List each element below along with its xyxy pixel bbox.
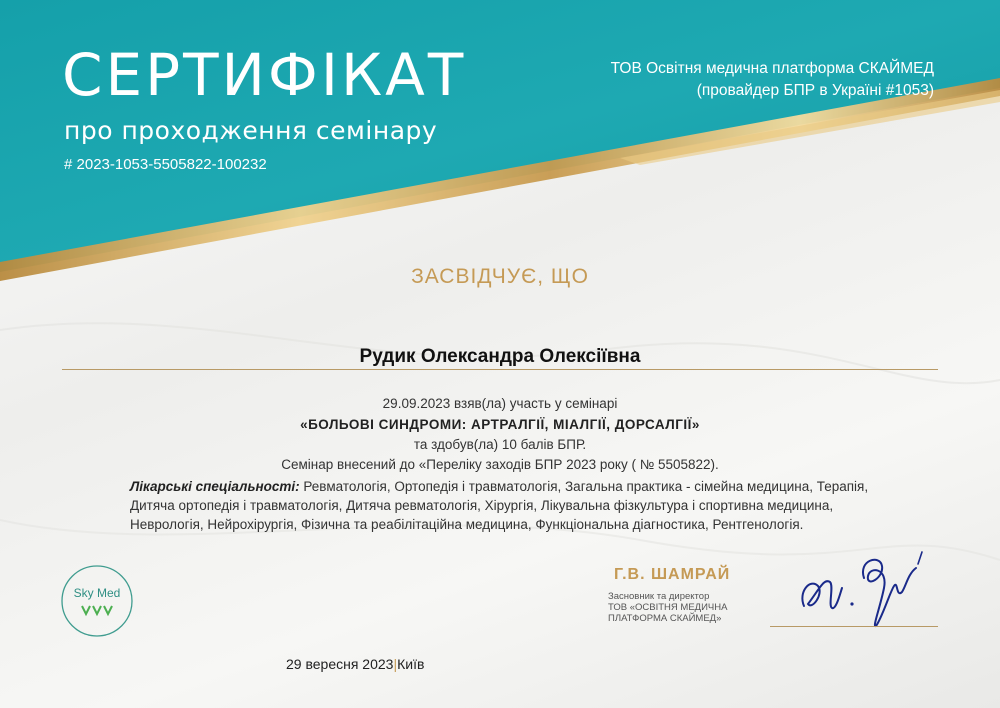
name-underline: [62, 369, 938, 370]
signer-role-line2: ТОВ «ОСВІТНЯ МЕДИЧНА: [608, 602, 728, 613]
registry-text: Семінар внесений до «Переліку заходів БПР 2023 року ( № 5505822).: [281, 457, 719, 472]
signer-name: Г.В. ШАМРАЙ: [614, 566, 731, 583]
participation-text: 29.09.2023 взяв(ла) участь у семінарі: [382, 396, 618, 411]
certificate-title: СЕРТИФІКАТ: [62, 41, 467, 109]
seminar-title: «БОЛЬОВІ СИНДРОМИ: АРТРАЛГІЇ, МІАЛГІЇ, ДОРСАЛГІЇ»: [300, 417, 700, 432]
signer-role-line1: Засновник та директор: [608, 591, 710, 602]
specialties-list: Ревматологія, Ортопедія і травматологія, Загальна практика - сімейна медицина, Терапія, Дитяча ортопедія і травматологія, Дитяча ревматологія, Хірургія, Лікувальна фізкультура і спортивна медицина, Неврологія, Нейрохірургія, Фізична та реабілітаційна медицина, Функціональна діагностика, Рентгенологія.: [130, 479, 869, 532]
logo-text: Sky Med: [73, 586, 121, 600]
signer-role-line3: ПЛАТФОРМА СКАЙМЕД»: [608, 613, 722, 624]
specialties-block: [130, 477, 910, 534]
provider-id: (провайдер БПР в Україні #1053): [696, 82, 934, 99]
recipient-name: Рудик Олександра Олексіївна: [359, 346, 641, 367]
issue-date-place: [286, 656, 424, 672]
specialties-label: Лікарські спеціальності:: [130, 479, 300, 494]
signer-role: [608, 591, 727, 624]
issue-date: 29 вересня 2023: [286, 656, 394, 672]
provider-block: [611, 58, 934, 102]
handwritten-signature-icon: [790, 548, 930, 632]
certificate-number: # 2023-1053-5505822-100232: [64, 156, 267, 173]
certificate-subtitle: про проходження семінару: [64, 116, 438, 145]
points-text: та здобув(ла) 10 балів БПР.: [413, 437, 587, 452]
provider-name: ТОВ Освітня медична платформа СКАЙМЕД: [610, 60, 934, 77]
date-separator: |: [393, 656, 398, 672]
sky-med-logo: [60, 564, 134, 638]
signature-line: [770, 626, 938, 627]
issue-city: Київ: [397, 656, 425, 672]
attests-heading: ЗАСВІДЧУЄ, ЩО: [411, 265, 589, 288]
sky-med-logo-icon: [60, 564, 134, 638]
